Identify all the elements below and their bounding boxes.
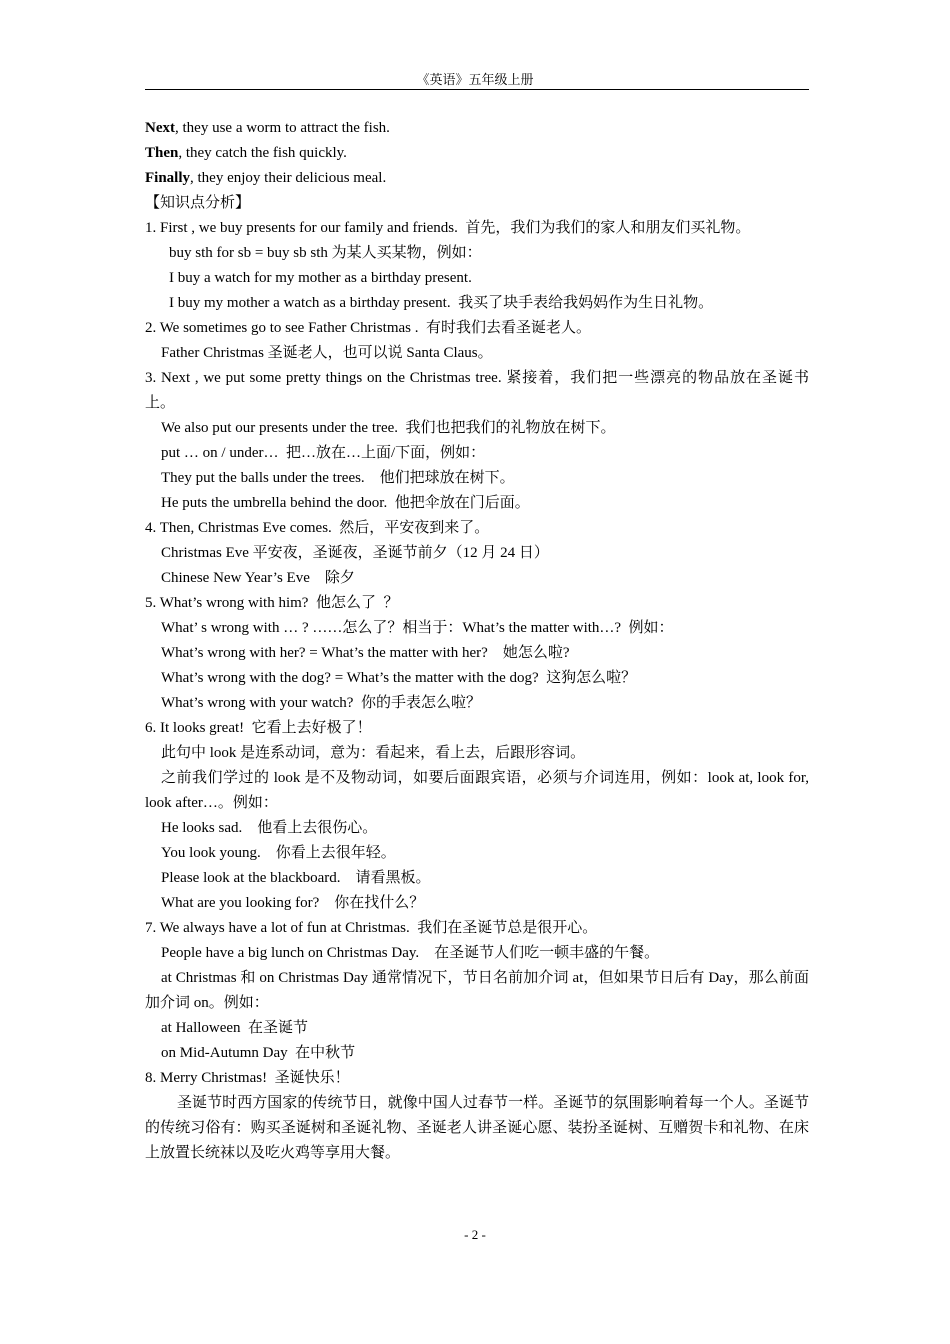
point-6-example: He looks sad. 他看上去很伤心。 (161, 820, 378, 836)
point-8: 8. Merry Christmas! 圣诞快乐！ (145, 1070, 350, 1086)
step-text: , they catch the fish quickly. (178, 145, 347, 161)
point-2: 2. We sometimes go to see Father Christmas . 有时我们去看圣诞老人。 (145, 320, 591, 336)
point-5-example: What’s wrong with your watch? 你的手表怎么啦？ (161, 695, 481, 711)
point-5: 5. What’s wrong with him? 他怎么了 ？ (145, 595, 399, 611)
point-7-note: at Christmas 和 on Christmas Day 通常情况下，节日名前加介词 at，但如果节日后有 Day，那么前面加介词 on。例如： (145, 970, 809, 1011)
point-1-note: buy sth for sb = buy sb sth 为某人买某物，例如： (169, 245, 482, 261)
point-7-example: on Mid-Autumn Day 在中秋节 (161, 1045, 356, 1061)
point-4-note: Chinese New Year’s Eve 除夕 (161, 570, 355, 586)
step-keyword: Then (145, 145, 179, 161)
point-5-example: What’s wrong with the dog? = What’s the matter with the dog? 这狗怎么啦？ (161, 670, 637, 686)
point-4: 4. Then, Christmas Eve comes. 然后，平安夜到来了。 (145, 520, 490, 536)
point-6: 6. It looks great! 它看上去好极了！ (145, 720, 372, 736)
point-1: 1. First , we buy presents for our family and friends. 首先，我们为我们的家人和朋友们买礼物。 (145, 220, 751, 236)
step-finally (145, 166, 809, 191)
step-text: , they use a worm to attract the fish. (175, 120, 390, 136)
point-5-example: What’s wrong with her? = What’s the matter with her? 她怎么啦? (161, 645, 570, 661)
point-6-note: 之前我们学过的 look 是不及物动词，如要后面跟宾语，必须与介词连用，例如：look at, look for, look after…。例如： (145, 770, 809, 811)
point-6-example: Please look at the blackboard. 请看黑板。 (161, 870, 431, 886)
point-3-note: We also put our presents under the tree. 我们也把我们的礼物放在树下。 (161, 420, 616, 436)
step-keyword: Next (145, 120, 175, 136)
point-6-example: You look young. 你看上去很年轻。 (161, 845, 396, 861)
point-1-example: I buy a watch for my mother as a birthday present. (169, 270, 472, 286)
point-3-example: They put the balls under the trees. 他们把球放在树下。 (161, 470, 515, 486)
step-next (145, 116, 809, 141)
header-rule (145, 89, 809, 90)
point-5-note: What’ s wrong with … ? ……怎么了？相当于：What’s the matter with…? 例如： (161, 620, 674, 636)
step-text: , they enjoy their delicious meal. (190, 170, 387, 186)
point-3: 3. Next , we put some pretty things on the Christmas tree. 紧接着，我们把一些漂亮的物品放在圣诞书上。 (145, 370, 809, 411)
step-keyword: Finally (145, 170, 191, 186)
point-8-note: 圣诞节时西方国家的传统节日，就像中国人过春节一样。圣诞节的氛围影响着每一个人。圣诞节的传统习俗有：购买圣诞树和圣诞礼物、圣诞老人讲圣诞心愿、装扮圣诞树、互赠贺卡和礼物、在床上放置长统袜以及吃火鸡等享用大餐。 (145, 1095, 809, 1161)
point-3-example: He puts the umbrella behind the door. 他把伞放在门后面。 (161, 495, 530, 511)
page-content (145, 116, 809, 1166)
point-7-example: People have a big lunch on Christmas Day. 在圣诞节人们吃一顿丰盛的午餐。 (161, 945, 660, 961)
step-then (145, 141, 809, 166)
point-3-note: put … on / under… 把…放在…上面/下面，例如： (161, 445, 486, 461)
point-1-example: I buy my mother a watch as a birthday present. 我买了块手表给我妈妈作为生日礼物。 (169, 295, 714, 311)
page-header: 《英语》五年级上册 (416, 72, 534, 87)
point-4-note: Christmas Eve 平安夜，圣诞夜，圣诞节前夕（12 月 24 日） (161, 545, 549, 561)
section-title: 【知识点分析】 (145, 195, 251, 211)
point-7-example: at Halloween 在圣诞节 (161, 1020, 309, 1036)
page-number: - 2 - (464, 1227, 486, 1242)
point-6-example: What are you looking for? 你在找什么？ (161, 895, 425, 911)
point-2-note: Father Christmas 圣诞老人，也可以说 Santa Claus。 (161, 345, 493, 361)
point-7: 7. We always have a lot of fun at Christmas. 我们在圣诞节总是很开心。 (145, 920, 598, 936)
point-6-note: 此句中 look 是连系动词，意为：看起来，看上去，后跟形容词。 (161, 745, 586, 761)
